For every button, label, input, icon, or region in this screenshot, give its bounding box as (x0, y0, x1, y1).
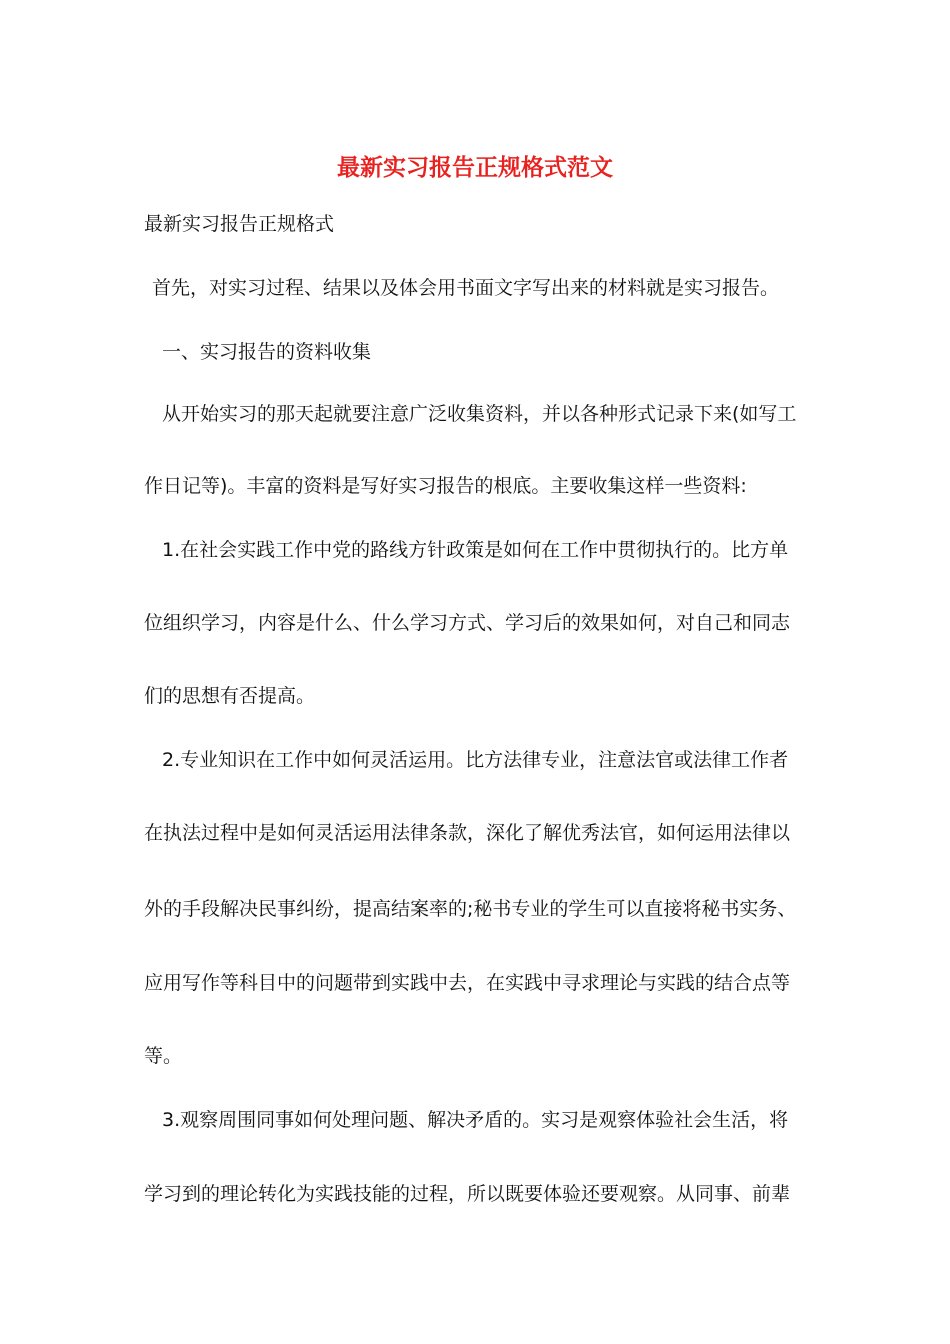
list-item-line: 在执法过程中是如何灵活运用法律条款，深化了解优秀法官，如何运用法律以 (144, 822, 791, 844)
list-item-line: 应用写作等科目中的问题带到实践中去，在实践中寻求理论与实践的结合点等 (144, 972, 791, 994)
list-item-line: 外的手段解决民事纠纷，提高结案率的;秘书专业的学生可以直接将秘书实务、 (144, 898, 797, 920)
section-heading: 一、实习报告的资料收集 (162, 341, 372, 363)
document-title: 最新实习报告正规格式范文 (337, 154, 613, 181)
list-item-line: 2.专业知识在工作中如何灵活运用。比方法律专业，注意法官或法律工作者 (162, 749, 789, 771)
paragraph-line: 从开始实习的那天起就要注意广泛收集资料，并以各种形式记录下来(如写工 (162, 403, 797, 425)
list-item-line: 3.观察周围同事如何处理问题、解决矛盾的。实习是观察体验社会生活，将 (162, 1109, 789, 1131)
document-subtitle: 最新实习报告正规格式 (144, 213, 335, 235)
list-item-line: 等。 (144, 1045, 183, 1067)
list-item-line: 们的思想有否提高。 (144, 685, 316, 707)
list-item-line: 位组织学习，内容是什么、什么学习方式、学习后的效果如何，对自己和同志 (144, 612, 791, 634)
list-item-line: 1.在社会实践工作中党的路线方针政策是如何在工作中贯彻执行的。比方单 (162, 539, 789, 561)
paragraph-line: 作日记等)。丰富的资料是写好实习报告的根底。主要收集这样一些资料: (144, 475, 747, 497)
intro-paragraph: 首先，对实习过程、结果以及体会用书面文字写出来的材料就是实习报告。 (152, 277, 780, 299)
list-item-line: 学习到的理论转化为实践技能的过程，所以既要体验还要观察。从同事、前辈 (144, 1183, 791, 1205)
